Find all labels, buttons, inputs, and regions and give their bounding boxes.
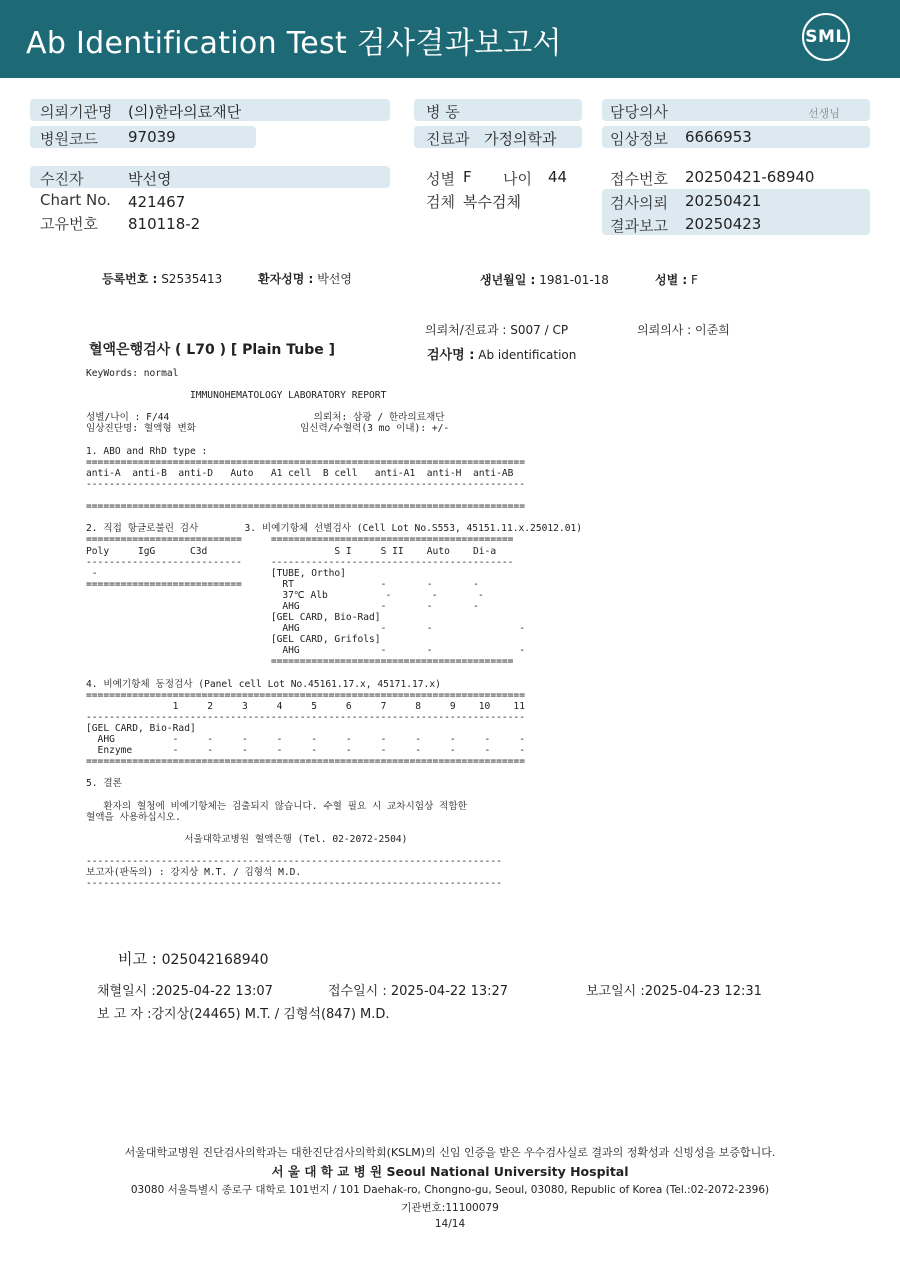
test-name [427, 344, 576, 363]
report-sex-value: F [691, 273, 698, 287]
specimen-label: 검체 [426, 193, 455, 211]
receipt-time [328, 980, 508, 999]
hospital-name: 서 울 대 학 교 병 원 Seoul National University Hospital [271, 1164, 629, 1179]
hospital-address: 03080 서울특별시 종로구 대학로 101번지 / 101 Daehak-ro, Chongno-gu, Seoul, 03080, Republic of Korea (Tel.:02-2072-2396) [130, 1184, 770, 1196]
organization-number: 기관번호:11100079 [401, 1202, 499, 1214]
institution-label: 의뢰기관명 [40, 103, 113, 121]
doctor-suffix: 선생님 [808, 107, 840, 120]
test-name-label: 검사명 : [427, 348, 475, 363]
reg-no-label: 등록번호 : [102, 272, 158, 286]
receipt-time-label: 접수일시 : [328, 984, 387, 999]
age-value: 44 [548, 168, 568, 186]
lab-report-body: KeyWords: normal IMMUNOHEMATOLOGY LABORATORY REPORT 성별/나이 : F/44 의뢰처: 삼광 / 한라의료재단 임상진단명: 혈액형 변화 임신력/수혈력(3 mo 이내): +/- 1. ABO and RhD type : ============================================================================ anti-A anti-B anti-D Auto A1 cell B cell anti-A1 anti-H anti-AB ---------------------------------------------------------------------------- ============================================================================ 2. 직접 항글로불린 검사 3. 비예기항체 선별검사 (Cell Lot No.S553, 45151.11.x.25012.01) =========================== ========================================== Poly IgG C3d S I S II Auto Di-a --------------------------- ------------------------------------------ - [TUBE, Ortho] =========================== RT - - - 37℃ Alb - - - AHG - - - [GEL CARD, Bio-Rad] AHG - - - [GEL CARD, Grifols] AHG - - - ========================================== 4. 비예기항체 동정검사 (Panel cell Lot No.45161.17.x, 45171.17.x) ============================================================================ 1 2 3 4 5 6 7 8 9 10 11 ---------------------------------------------------------------------------- [GEL CARD, Bio-Rad] AHG - - - - - - - - - - - Enzyme - - - - - - - - - - - ============================================================================ 5. 결론 환자의 혈청에 비예기항체는 검출되지 않습니다. 수혈 필요 시 교차시험상 적합한 혈액을 사용하십시오. 서울대학교병원 혈액은행 (Tel. 02-2072-2504) ------------------------------------------------------------------------ 보고자(판독의) : 강지상 M.T. / 김형석 M.D. ------------------------------------------------------------------------ [86, 368, 583, 890]
remark-label: 비고 : [118, 950, 157, 968]
hospital-code-value: 97039 [128, 128, 176, 146]
referral-doctor: 의뢰의사 : 이준희 [637, 323, 730, 337]
hospital-code-label: 병원코드 [40, 130, 98, 148]
report-header [0, 0, 900, 78]
report-date-label: 결과보고 [610, 217, 668, 235]
collect-time [97, 980, 273, 999]
receipt-no-label: 접수번호 [610, 170, 668, 188]
dept-value: 가정의학과 [484, 130, 557, 148]
chart-label: Chart No. [40, 191, 111, 209]
remark [118, 948, 268, 969]
patient-value: 박선영 [128, 170, 172, 188]
reporter [97, 1003, 390, 1022]
birth-date-label: 생년월일 : [480, 273, 536, 287]
patient-row-bg [30, 166, 390, 188]
sex-label: 성별 [426, 170, 455, 188]
report-sex-label: 성별 : [655, 273, 688, 287]
clinical-value: 6666953 [685, 128, 752, 146]
logo-text: SML [805, 27, 847, 47]
sex-value: F [463, 168, 472, 186]
clinical-label: 임상정보 [610, 130, 668, 148]
receipt-time-value: 2025-04-22 13:27 [390, 984, 509, 999]
report-time-value: 2025-04-23 12:31 [644, 984, 762, 999]
remark-value: 025042168940 [161, 952, 269, 968]
report-sex [655, 271, 698, 288]
patient-name-value: 박선영 [317, 272, 352, 286]
request-date-label: 검사의뢰 [610, 194, 668, 212]
page-number: 14/14 [434, 1218, 466, 1230]
institution-value: (의)한라의료재단 [128, 103, 242, 121]
ward-label: 병 동 [426, 103, 460, 121]
reg-no [102, 270, 222, 287]
unique-label: 고유번호 [40, 215, 98, 233]
age-label: 나이 [503, 170, 532, 188]
doctor-label: 담당의사 [610, 103, 668, 121]
collect-time-value: 2025-04-22 13:07 [155, 984, 273, 999]
request-date-value: 20250421 [685, 192, 762, 210]
report-title: Ab Identification Test 검사결과보고서 [26, 26, 562, 61]
reporter-label: 보 고 자 : [97, 1007, 152, 1022]
birth-date-value: 1981-01-18 [539, 273, 609, 287]
report-time [586, 980, 762, 999]
report-time-label: 보고일시 : [586, 984, 645, 999]
patient-name [258, 270, 352, 287]
reporter-value: 강지상(24465) M.T. / 김형석(847) M.D. [151, 1007, 390, 1022]
specimen-value: 복수검체 [463, 193, 521, 211]
birth-date [480, 271, 609, 288]
sml-logo [802, 13, 850, 61]
receipt-no-value: 20250421-68940 [685, 168, 815, 186]
patient-name-label: 환자성명 : [258, 272, 314, 286]
chart-value: 421467 [128, 193, 186, 211]
certification-text: 서울대학교병원 진단검사의학과는 대한진단검사의학회(KSLM)의 신임 인증을 받은 우수검사실로 결과의 정확성과 신빙성을 보증합니다. [124, 1146, 776, 1159]
reg-no-value: S2535413 [161, 272, 223, 286]
patient-label: 수진자 [40, 170, 84, 188]
collect-time-label: 채혈일시 : [97, 984, 156, 999]
dept-label: 진료과 [426, 130, 470, 148]
referral: 의뢰처/진료과 : S007 / CP [425, 323, 569, 337]
report-date-value: 20250423 [685, 215, 762, 233]
test-name-value: Ab identification [478, 348, 577, 362]
dept-title: 혈액은행검사 ( L70 ) [ Plain Tube ] [89, 342, 336, 358]
unique-value: 810118-2 [128, 215, 201, 233]
